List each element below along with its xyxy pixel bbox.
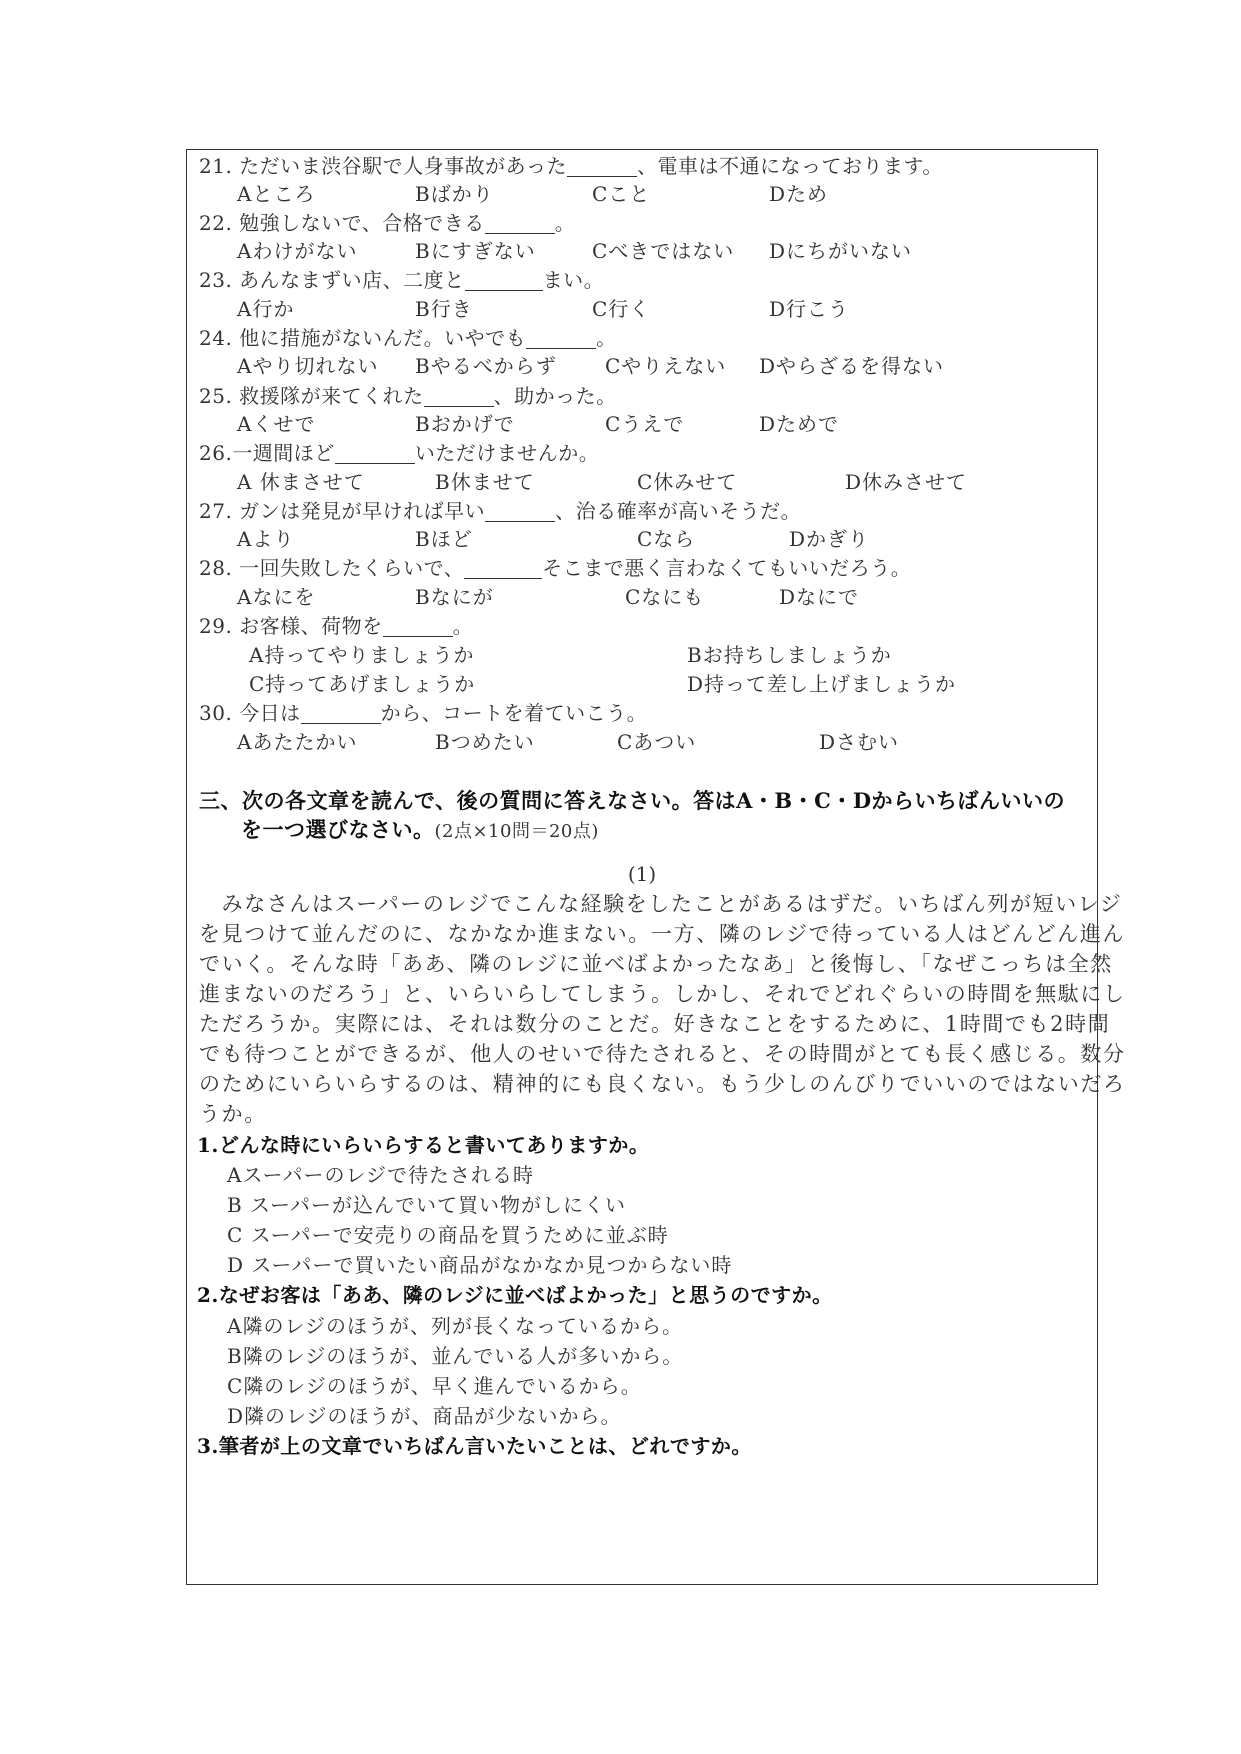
option-c: C隣のレジのほうが、早く進んでいるから。 xyxy=(227,1374,642,1398)
heading-text: を一つ選びなさい。 xyxy=(241,817,435,842)
passage-line: でも待つことができるが、他人のせいで待たされると、その時間がとても長く感じる。数分 xyxy=(199,1042,1126,1066)
answer-blank xyxy=(567,154,637,177)
question-26 xyxy=(199,437,599,469)
section-3-heading-cont xyxy=(241,814,599,848)
answer-blank xyxy=(464,556,542,579)
option-b: Bほど xyxy=(415,527,473,551)
option-b: Bつめたい xyxy=(435,730,535,754)
question-number: 25. xyxy=(199,384,233,408)
option-c: C持ってあげましょうか xyxy=(249,672,476,696)
question-text-pre: 他に措施がないんだ。いやでも xyxy=(239,326,527,350)
option-c: C休みせて xyxy=(637,470,738,494)
answer-blank xyxy=(301,701,381,724)
option-d: Dかぎり xyxy=(789,527,870,551)
question-23 xyxy=(199,264,604,296)
option-a: Aなにを xyxy=(237,585,316,609)
option-d: D休みさせて xyxy=(845,470,968,494)
option-a: A隣のレジのほうが、列が長くなっているから。 xyxy=(227,1314,683,1338)
option-d: Dにちがいない xyxy=(769,239,913,263)
question-number: 23. xyxy=(199,268,233,292)
question-28 xyxy=(199,552,911,584)
option-a: Aあたたかい xyxy=(237,730,358,754)
question-number: 26. xyxy=(199,441,233,465)
question-text-pre: 一回失敗したくらいで、 xyxy=(239,556,465,580)
option-a: Aわけがない xyxy=(237,239,358,263)
question-number: 29. xyxy=(199,614,233,638)
answer-blank xyxy=(485,499,555,522)
question-text-post: 。 xyxy=(554,211,576,235)
option-b: B休ませて xyxy=(435,470,535,494)
question-text-pre: 今日は xyxy=(239,701,301,725)
option-c: Cやりえない xyxy=(605,354,727,378)
option-c: Cなら xyxy=(637,527,696,551)
question-text-pre: あんなまずい店、二度と xyxy=(239,268,465,292)
question-text-post: そこまで悪く言わなくてもいいだろう。 xyxy=(542,556,912,580)
option-a: A行か xyxy=(237,297,295,321)
passage-line: 進まないのだろう」と、いらいらしてしまう。しかし、それでどれぐらいの時間を無駄にし xyxy=(199,982,1126,1006)
answer-blank xyxy=(485,211,555,234)
option-c: Cこと xyxy=(592,182,651,206)
question-number: 22. xyxy=(199,211,233,235)
question-number: 21. xyxy=(199,154,233,178)
question-text-pre: 一週間ほど xyxy=(232,441,335,465)
option-b: Bお持ちしましょうか xyxy=(687,643,892,667)
question-number: 28. xyxy=(199,556,233,580)
answer-blank xyxy=(526,326,596,349)
score-note: (2点×10問＝20点) xyxy=(434,821,599,842)
question-frame xyxy=(186,149,1126,1585)
option-b: Bばかり xyxy=(415,182,494,206)
question-text-pre: 救援隊が来てくれた xyxy=(239,384,424,408)
question-number: 27. xyxy=(199,499,233,523)
passage-line: みなさんはスーパーのレジでこんな経験をしたことがあるはずだ。いちばん列が短いレジ xyxy=(199,892,1123,916)
question-text-post: から、コートを着ていこう。 xyxy=(380,701,648,725)
question-text-post: 、電車は不通になっております。 xyxy=(636,154,943,178)
option-a: Aやり切れない xyxy=(237,354,379,378)
option-c: C行く xyxy=(592,297,651,321)
answer-blank xyxy=(465,268,543,291)
question-text-post: いただけませんか。 xyxy=(414,441,600,465)
section-3-heading: 三、次の各文章を読んで、後の質問に答えなさい。答はA・B・C・Dからいちばんいいの xyxy=(199,788,1066,813)
question-text-post: 、助かった。 xyxy=(493,384,617,408)
question-number: 30. xyxy=(199,701,233,725)
option-a: A持ってやりましょうか xyxy=(249,643,475,667)
passage-line: ただろうか。実際には、それは数分のことだ。好きなことをするために、1時間でも2時間 xyxy=(199,1012,1111,1036)
option-c: Cあつい xyxy=(617,730,697,754)
option-b: B行き xyxy=(415,297,473,321)
passage-line: を見つけて並んだのに、なかなか進まない。一方、隣のレジで待っている人はどんどん進ん xyxy=(199,922,1126,946)
option-b: Bやるべからず xyxy=(415,354,557,378)
question-text-post: 、治る確率が高いそうだ。 xyxy=(555,499,802,523)
passage-number: (1) xyxy=(627,862,657,886)
option-a: Aくせで xyxy=(237,412,316,436)
option-c: Cうえで xyxy=(605,412,685,436)
question-text-post: 。 xyxy=(596,326,617,350)
question-text-pre: 勉強しないで、合格できる xyxy=(239,211,485,235)
option-d: D行こう xyxy=(769,297,850,321)
question-text-post: まい。 xyxy=(542,268,605,292)
option-b: B隣のレジのほうが、並んでいる人が多いから。 xyxy=(227,1344,684,1368)
passage-line: うか。 xyxy=(199,1102,267,1126)
option-a: Aところ xyxy=(237,182,316,206)
question-number: 24. xyxy=(199,326,233,350)
option-d: D持って差し上げましょうか xyxy=(687,672,957,696)
option-a: A 休まさせて xyxy=(237,470,365,494)
answer-blank xyxy=(424,384,494,407)
reading-question-3: 3.筆者が上の文章でいちばん言いたいことは、どれですか。 xyxy=(197,1434,752,1458)
option-b: B スーパーが込んでいて買い物がしにくい xyxy=(227,1193,627,1217)
option-c: Cなにも xyxy=(625,585,705,609)
question-text-pre: ガンは発見が早ければ早い xyxy=(239,499,486,523)
answer-blank xyxy=(383,614,453,637)
question-text-post: 。 xyxy=(452,614,474,638)
question-30 xyxy=(199,697,647,729)
option-d: Dさむい xyxy=(819,730,900,754)
answer-blank xyxy=(335,441,415,464)
option-b: Bにすぎない xyxy=(415,239,536,263)
question-text-pre: ただいま渋谷駅で人身事故があった xyxy=(239,154,567,178)
option-d: Dため xyxy=(769,182,829,206)
option-d: D スーパーで買いたい商品がなかなか見つからない時 xyxy=(227,1253,733,1277)
option-a: Aスーパーのレジで待たされる時 xyxy=(227,1163,534,1187)
reading-question-1: 1.どんな時にいらいらすると書いてありますか。 xyxy=(197,1133,650,1157)
option-c: C スーパーで安売りの商品を買うために並ぶ時 xyxy=(227,1223,669,1247)
passage-line: のためにいらいらするのは、精神的にも良くない。もう少しのんびりでいいのではないだろ xyxy=(199,1072,1126,1096)
option-d: D隣のレジのほうが、商品が少ないから。 xyxy=(227,1404,622,1428)
reading-question-2: 2.なぜお客は「ああ、隣のレジに並べばよかった」と思うのですか。 xyxy=(197,1283,833,1307)
option-d: Dやらざるを得ない xyxy=(759,354,945,378)
question-29 xyxy=(199,610,473,642)
option-c: Cべきではない xyxy=(592,239,735,263)
option-d: Dためで xyxy=(759,412,840,436)
option-b: Bなにが xyxy=(415,585,494,609)
question-text-pre: お客様、荷物を xyxy=(239,614,383,638)
option-a: Aより xyxy=(237,527,295,551)
option-b: Bおかげで xyxy=(415,412,515,436)
option-d: Dなにで xyxy=(779,585,860,609)
passage-line: でいく。そんな時「ああ、隣のレジに並べばよかったなあ」と後悔し、「なぜこっちは全然 xyxy=(199,952,1113,976)
